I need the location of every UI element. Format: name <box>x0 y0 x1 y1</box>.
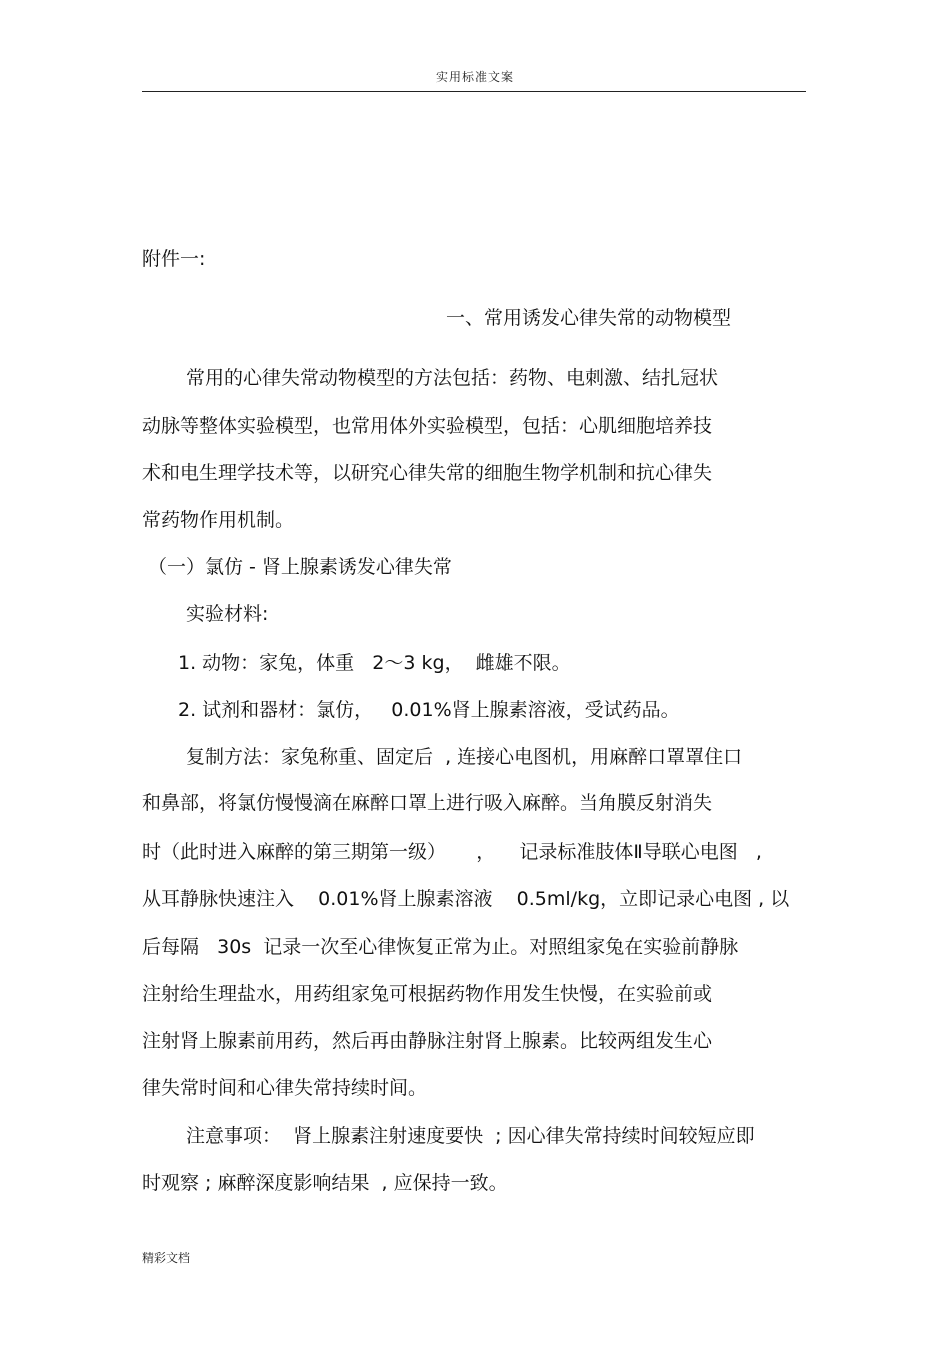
method-line: 注射肾上腺素前用药，然后再由静脉注射肾上腺素。比较两组发生心 <box>142 1030 713 1052</box>
method-line: 复制方法：家兔称重、固定后 , 连接心电图机，用麻醉口罩罩住口 <box>186 746 743 768</box>
intro-line: 术和电生理学技术等，以研究心律失常的细胞生物学机制和抗心律失 <box>142 462 713 484</box>
materials-item: 1. 动物：家兔，体重 2～3 kg， 雌雄不限。 <box>178 652 571 674</box>
method-line: 从耳静脉快速注入 0.01%肾上腺素溶液 0.5ml/kg，立即记录心电图 , 以 <box>142 888 790 910</box>
section-title: 一、常用诱发心律失常的动物模型 <box>446 307 732 329</box>
header-divider <box>142 91 806 92</box>
method-line: 律失常时间和心律失常持续时间。 <box>142 1077 428 1099</box>
method-line: 和鼻部，将氯仿慢慢滴在麻醉口罩上进行吸入麻醉。当角膜反射消失 <box>142 792 713 814</box>
method-line: 时（此时进入麻醉的第三期第一级） ， 记录标准肢体Ⅱ导联心电图 , <box>142 841 762 863</box>
intro-line: 常药物作用机制。 <box>142 509 295 531</box>
subsection-title: （一）氯仿 - 肾上腺素诱发心律失常 <box>148 556 452 578</box>
intro-line: 常用的心律失常动物模型的方法包括：药物、电刺激、结扎冠状 <box>186 367 719 389</box>
method-line: 注射给生理盐水，用药组家兔可根据药物作用发生快慢，在实验前或 <box>142 983 713 1005</box>
attachment-label: 附件一: <box>142 248 206 270</box>
notes-line: 时观察 ; 麻醉深度影响结果 , 应保持一致。 <box>142 1172 508 1194</box>
page-footer: 精彩文档 <box>142 1251 191 1265</box>
materials-item: 2. 试剂和器材：氯仿， 0.01%肾上腺素溶液，受试药品。 <box>178 699 680 721</box>
page-header: 实用标准文案 <box>435 70 514 84</box>
materials-label: 实验材料: <box>186 603 269 625</box>
intro-line: 动脉等整体实验模型，也常用体外实验模型，包括：心肌细胞培养技 <box>142 415 713 437</box>
method-line: 后每隔 30s 记录一次至心律恢复正常为止。对照组家兔在实验前静脉 <box>142 936 739 958</box>
notes-line: 注意事项： 肾上腺素注射速度要快 ; 因心律失常持续时间较短应即 <box>186 1125 755 1147</box>
